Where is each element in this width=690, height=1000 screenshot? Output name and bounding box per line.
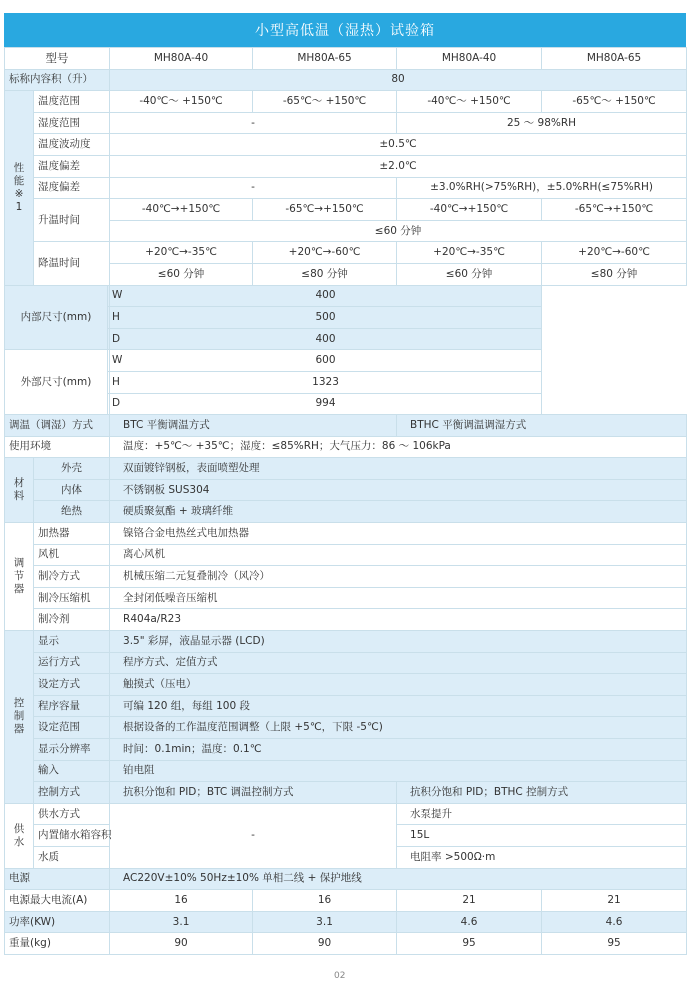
run-mode-row [5,652,687,674]
outer-h-label: H [108,371,110,393]
water-group-label: 供水 [5,803,34,868]
water-value-a: - [110,803,397,868]
set-range-label: 设定范围 [34,717,110,739]
display-resolution-row [5,739,687,761]
environment-row [5,436,687,458]
temp-range-cell: -65℃～ +150℃ [253,91,397,113]
control-method-row [5,782,687,804]
program-capacity-row [5,695,687,717]
outer-d-value: 994 [110,393,542,415]
program-capacity-value: 可编 120 组，每组 100 段 [110,695,687,717]
water-quality-label: 水质 [34,846,110,868]
humidity-dev-label: 湿度偏差 [34,177,110,199]
inner-h-row [5,307,687,329]
control-mode-value-b: BTHC 平衡调温调湿方式 [397,415,687,437]
shell-label: 外壳 [34,458,110,480]
cool-time-cell: ≤80 分钟 [253,263,397,285]
power-row [5,868,687,890]
heater-label: 加热器 [34,523,110,545]
inner-h-label: H [108,307,110,329]
inner-h-value: 500 [110,307,542,329]
cool-time-range-cell: +20℃→-60℃ [253,242,397,264]
shell-value: 双面镀锌钢板，表面喷塑处理 [110,458,687,480]
cool-time-cell: ≤80 分钟 [542,263,687,285]
outer-d-row [5,393,687,415]
temp-range-cell: -40℃～ +150℃ [397,91,542,113]
control-mode-value-a: BTC 平衡调温方式 [110,415,397,437]
max-current-cell: 21 [542,890,687,912]
outer-h-value: 1323 [110,371,542,393]
water-supply-value-b: 水泵提升 [397,803,687,825]
temp-fluct-label: 温度波动度 [34,134,110,156]
cool-time-range-cell: +20℃→-35℃ [397,242,542,264]
temp-range-cell: -40℃～ +150℃ [110,91,253,113]
cool-time-cell: ≤60 分钟 [397,263,542,285]
humidity-range-value-b: 25 ～ 98%RH [397,112,687,134]
fan-label: 风机 [34,544,110,566]
inner-d-row [5,328,687,350]
water-supply-label: 供水方式 [34,803,110,825]
regulator-group-label: 调节器 [5,523,34,631]
run-mode-value: 程序方式、定值方式 [110,652,687,674]
shell-row [5,458,687,480]
outer-w-value: 600 [110,350,542,372]
inner-d-label: D [108,328,110,350]
temp-fluct-value: ±0.5℃ [110,134,687,156]
temp-dev-value: ±2.0℃ [110,155,687,177]
display-label: 显示 [34,631,110,653]
heat-time-range-cell: -65℃→+150℃ [542,199,687,221]
page-number: 02 [334,971,346,981]
controller-group-label: 控制器 [5,631,34,804]
water-tank-label: 内置储水箱容积 [34,825,110,847]
weight-row [5,933,687,955]
power-kw-label: 功率(KW) [5,911,110,933]
cool-time-row [5,242,687,264]
refrigerant-row [5,609,687,631]
water-quality-value-b: 电阻率 >500Ω·m [397,846,687,868]
capacity-row [5,69,687,91]
water-tank-value-b: 15L [397,825,687,847]
cool-time-range-cell: +20℃→-35℃ [110,242,253,264]
fan-row [5,544,687,566]
model-cell: MH80A-40 [110,48,253,70]
power-kw-cell: 4.6 [397,911,542,933]
set-range-value: 根据设备的工作温度范围调整（上限 +5℃，下限 -5℃) [110,717,687,739]
heat-time-range-cell: -40℃→+150℃ [397,199,542,221]
humidity-range-row [5,112,687,134]
max-current-cell: 21 [397,890,542,912]
humidity-dev-row [5,177,687,199]
weight-cell: 90 [253,933,397,955]
heat-time-range-cell: -40℃→+150℃ [110,199,253,221]
control-method-value-a: 抗积分饱和 PID；BTC 调温控制方式 [110,782,397,804]
compressor-label: 制冷压缩机 [34,587,110,609]
inner-w-row [5,285,687,307]
outer-w-label: W [108,350,110,372]
cooling-method-row [5,566,687,588]
weight-cell: 90 [110,933,253,955]
cool-time-cell: ≤60 分钟 [110,263,253,285]
display-resolution-value: 时间：0.1min；温度：0.1℃ [110,739,687,761]
weight-cell: 95 [542,933,687,955]
temp-range-row [5,91,687,113]
cooling-method-value: 机械压缩二元复叠制冷（风冷） [110,566,687,588]
water-supply-row [5,803,687,825]
control-method-label: 控制方式 [34,782,110,804]
input-value: 铂电阻 [110,760,687,782]
model-cell: MH80A-65 [542,48,687,70]
model-cell: MH80A-40 [397,48,542,70]
weight-label: 重量(kg) [5,933,110,955]
heater-row [5,523,687,545]
insulation-value: 硬质聚氨酯 + 玻璃纤维 [110,501,687,523]
fan-value: 离心风机 [110,544,687,566]
max-current-label: 电源最大电流(A) [5,890,110,912]
environment-label: 使用环境 [5,436,110,458]
humidity-range-value-a: - [110,112,397,134]
model-cell: MH80A-65 [253,48,397,70]
heat-time-value: ≤60 分钟 [110,220,687,242]
cool-time-label: 降温时间 [34,242,110,285]
power-kw-row [5,911,687,933]
max-current-row [5,890,687,912]
max-current-cell: 16 [110,890,253,912]
outer-d-label: D [108,393,110,415]
temp-dev-label: 温度偏差 [34,155,110,177]
inner-body-row [5,479,687,501]
temp-range-cell: -65℃～ +150℃ [542,91,687,113]
set-mode-label: 设定方式 [34,674,110,696]
insulation-row [5,501,687,523]
set-mode-row [5,674,687,696]
control-mode-row [5,415,687,437]
program-capacity-label: 程序容量 [34,695,110,717]
max-current-cell: 16 [253,890,397,912]
capacity-value: 80 [110,69,687,91]
display-value: 3.5" 彩屏，液晶显示器 (LCD) [110,631,687,653]
page-title: 小型高低温（湿热）试验箱 [4,13,686,47]
set-mode-value: 触摸式（压电） [110,674,687,696]
control-mode-label: 调温（调湿）方式 [5,415,110,437]
heat-time-label: 升温时间 [34,199,110,242]
performance-group-label: 性能※1 [5,91,34,285]
power-kw-cell: 3.1 [253,911,397,933]
heat-time-range-cell: -65℃→+150℃ [253,199,397,221]
temp-dev-row [5,155,687,177]
run-mode-label: 运行方式 [34,652,110,674]
temp-range-label: 温度范围 [34,91,110,113]
weight-cell: 95 [397,933,542,955]
outer-dim-label: 外部尺寸(mm) [5,350,108,415]
set-range-row [5,717,687,739]
power-kw-cell: 4.6 [542,911,687,933]
display-resolution-label: 显示分辨率 [34,739,110,761]
temp-fluct-row [5,134,687,156]
environment-value: 温度：+5℃～ +35℃；湿度：≤85%RH；大气压力：86 ～ 106kPa [110,436,687,458]
insulation-label: 绝热 [34,501,110,523]
outer-w-row [5,350,687,372]
cool-time-range-cell: +20℃→-60℃ [542,242,687,264]
compressor-value: 全封闭低噪音压缩机 [110,587,687,609]
input-label: 输入 [34,760,110,782]
refrigerant-value: R404a/R23 [110,609,687,631]
input-row [5,760,687,782]
humidity-range-label: 湿度范围 [34,112,110,134]
compressor-row [5,587,687,609]
heater-value: 镍铬合金电热丝式电加热器 [110,523,687,545]
capacity-label: 标称内容积（升） [5,69,110,91]
humidity-dev-value-b: ±3.0%RH(>75%RH)，±5.0%RH(≤75%RH) [397,177,687,199]
display-row [5,631,687,653]
inner-w-value: 400 [110,285,542,307]
heat-time-row [5,199,687,221]
refrigerant-label: 制冷剂 [34,609,110,631]
cooling-method-label: 制冷方式 [34,566,110,588]
model-row [5,48,687,70]
power-value: AC220V±10% 50Hz±10% 单相二线 + 保护地线 [110,868,687,890]
humidity-dev-value-a: - [110,177,397,199]
spec-table [4,47,687,955]
power-kw-cell: 3.1 [110,911,253,933]
material-group-label: 材料 [5,458,34,523]
inner-w-label: W [108,285,110,307]
inner-body-label: 内体 [34,479,110,501]
inner-body-value: 不锈钢板 SUS304 [110,479,687,501]
power-label: 电源 [5,868,110,890]
model-label: 型号 [5,48,110,70]
outer-h-row [5,371,687,393]
control-method-value-b: 抗积分饱和 PID；BTHC 控制方式 [397,782,687,804]
inner-d-value: 400 [110,328,542,350]
inner-dim-label: 内部尺寸(mm) [5,285,108,350]
